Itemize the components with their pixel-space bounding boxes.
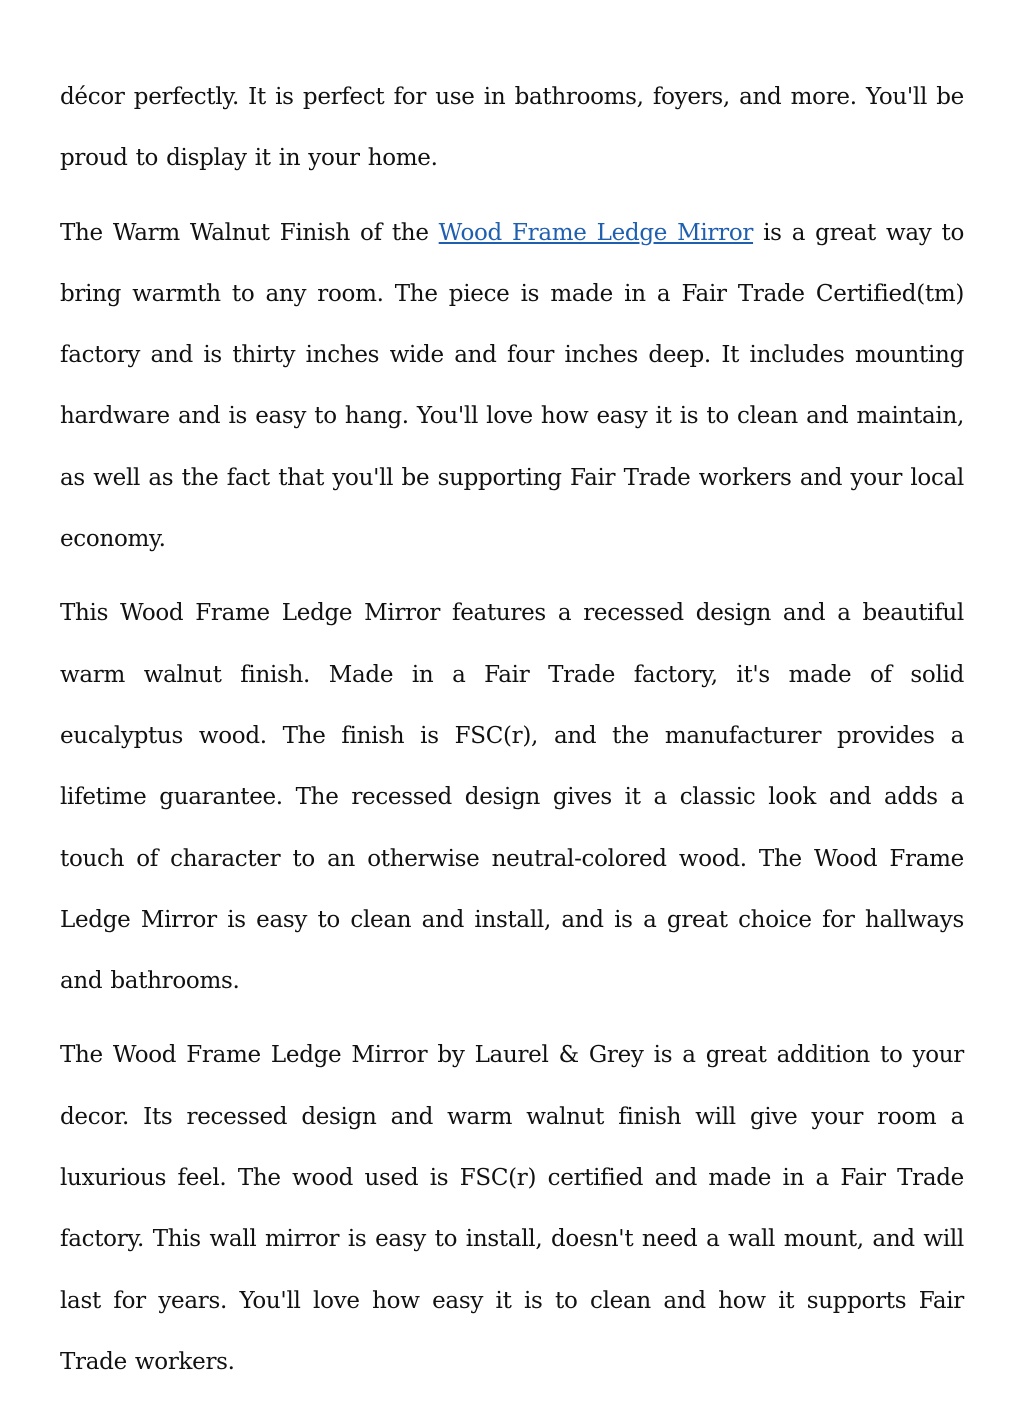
paragraph-warm-walnut — [60, 203, 964, 571]
document-body — [60, 67, 964, 1406]
paragraph-text-after-link: is a great way to bring warmth to any room. The piece is made in a Fair Trade Certified(tm) factory and is thirty inches wide and four inches deep. It includes mounting hardware and is easy to hang. You'll love how easy it is to clean and maintain, as well as the fact that you'll be supporting Fair Trade workers and your local economy. — [60, 219, 965, 553]
paragraph-intro: décor perfectly. It is perfect for use in bathrooms, foyers, and more. You'll be proud to display it in your home. — [60, 84, 964, 172]
wood-frame-ledge-mirror-link[interactable]: Wood Frame Ledge Mirror — [438, 219, 754, 246]
paragraph-laurel-grey: The Wood Frame Ledge Mirror by Laurel & Grey is a great addition to your decor. Its recessed design and warm walnut finish will give your room a luxurious feel. The wood used is FSC(r) certified and made in a Fair Trade factory. This wall mirror is easy to install, doesn't need a wall mount, and will last for years. You'll love how easy it is to clean and how it supports Fair Trade workers. — [60, 1042, 964, 1375]
paragraph-text-before-link: The Warm Walnut Finish of the — [60, 219, 439, 246]
paragraph-recessed-design: This Wood Frame Ledge Mirror features a recessed design and a beautiful warm walnut finish. Made in a Fair Trade factory, it's made of solid eucalyptus wood. The finish is FSC(r), and the manufacturer provides a lifetime guarantee. The recessed design gives it a classic look and adds a touch of character to an otherwise neutral-colored wood. The Wood Frame Ledge Mirror is easy to clean and install, and is a great choice for hallways and bathrooms. — [60, 600, 964, 995]
